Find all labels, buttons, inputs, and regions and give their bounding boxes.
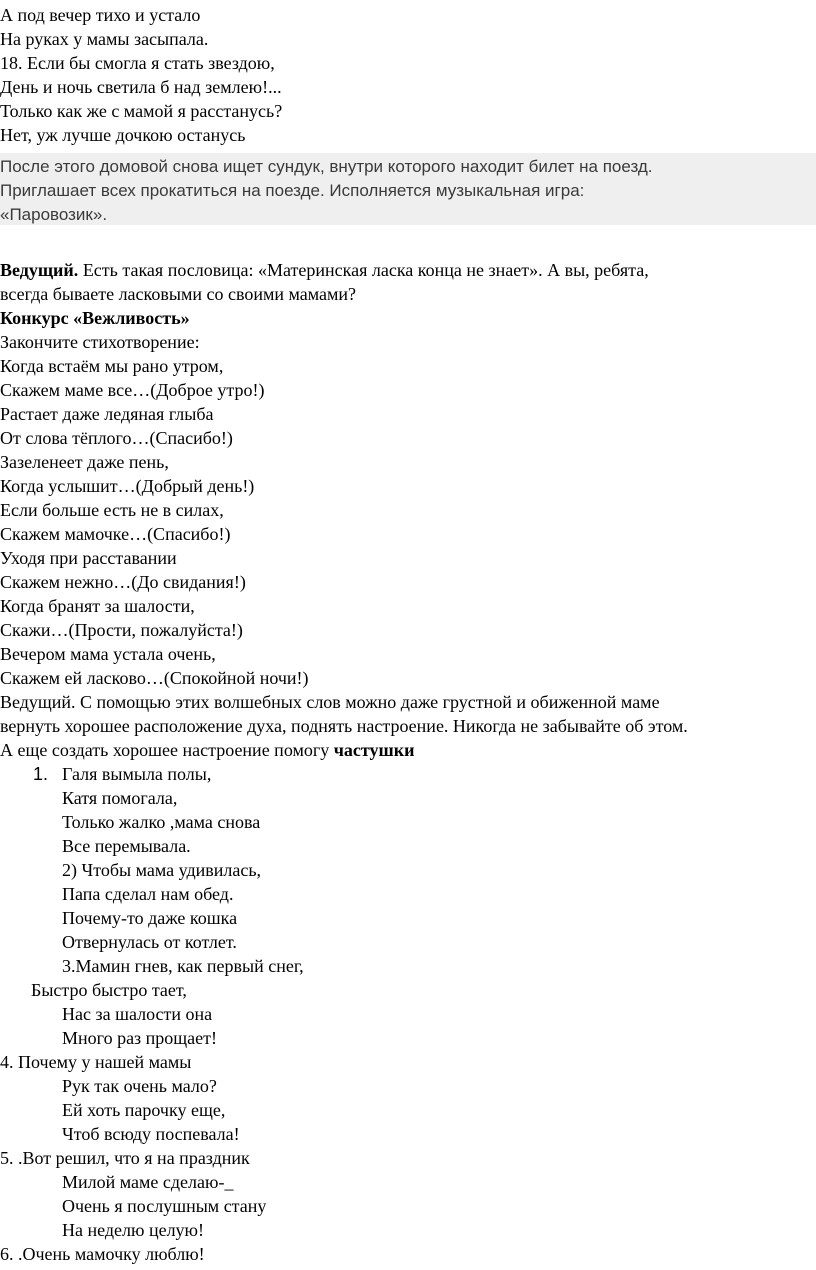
- stage-direction-line: Приглашает всех прокатиться на поезде. Исполняется музыкальная игра:: [0, 181, 585, 200]
- leader-paragraph-cont: всегда бываете ласковыми со своими мамами?: [0, 284, 357, 304]
- poem-line: Только как же с мамой я расстанусь?: [0, 101, 283, 121]
- poem-line: На руках у мамы засыпала.: [0, 29, 209, 49]
- poem-line: День и ночь светила б над землею!...: [0, 77, 282, 97]
- verse-line: Милой маме сделаю-_: [62, 1172, 234, 1192]
- verse-line: Катя помогала,: [62, 788, 178, 808]
- poem-line: Нет, уж лучше дочкою останусь: [0, 125, 246, 145]
- stage-direction-line: «Паровозик».: [0, 205, 108, 224]
- verse-line: Нас за шалости она: [62, 1004, 213, 1024]
- verse-line: 3.Мамин гнев, как первый снег,: [62, 956, 304, 976]
- chastushki-intro: [0, 738, 414, 762]
- verse-line: 2) Чтобы мама удивилась,: [62, 860, 262, 880]
- text-line: Когда встаём мы рано утром,: [0, 356, 224, 376]
- text-line: От слова тёплого…(Спасибо!): [0, 428, 233, 448]
- poem-line: 18. Если бы смогла я стать звездою,: [0, 53, 275, 73]
- text-line: Скажем ей ласково…(Спокойной ночи!): [0, 668, 309, 688]
- text-line: Если больше есть не в силах,: [0, 500, 224, 520]
- verse-line: Галя вымыла полы,: [62, 764, 212, 784]
- text-line: Зазеленеет даже пень,: [0, 452, 169, 472]
- stage-direction-line: После этого домовой снова ищет сундук, внутри которого находит билет на поезд.: [0, 157, 653, 176]
- list-marker: 1.: [33, 764, 49, 784]
- leader-paragraph: [0, 258, 649, 282]
- leader-text: Есть такая пословица: «Материнская ласка конца не знает». А вы, ребята,: [78, 260, 649, 280]
- verse-line: 4. Почему у нашей мамы: [0, 1052, 192, 1072]
- verse-line: 6. .Очень мамочку люблю!: [0, 1244, 205, 1264]
- verse-line: Чтоб всюду поспевала!: [62, 1124, 240, 1144]
- text-line: Растает даже ледяная глыба: [0, 404, 214, 424]
- text-line: Закончите стихотворение:: [0, 332, 200, 352]
- chastushki-intro-text: А еще создать хорошее настроение помогу: [0, 740, 334, 760]
- text-line: Уходя при расставании: [0, 548, 177, 568]
- contest-title: Конкурс «Вежливость»: [0, 308, 190, 328]
- text-line: Когда бранят за шалости,: [0, 596, 195, 616]
- text-line: Скажем мамочке…(Спасибо!): [0, 524, 231, 544]
- verse-line: Почему-то даже кошка: [62, 908, 238, 928]
- verse-line: Папа сделал нам обед.: [62, 884, 234, 904]
- text-line: Скажем нежно…(До свидания!): [0, 572, 246, 592]
- verse-line: Ей хоть парочку еще,: [62, 1100, 226, 1120]
- verse-line: На неделю целую!: [62, 1220, 204, 1240]
- text-line: Скажи…(Прости, пожалуйста!): [0, 620, 243, 640]
- verse-line: Все перемывала.: [62, 836, 191, 856]
- verse-line: 5. .Вот решил, что я на праздник: [0, 1148, 250, 1168]
- text-line: Скажем маме все…(Доброе утро!): [0, 380, 265, 400]
- verse-line: Рук так очень мало?: [62, 1076, 217, 1096]
- text-line: Ведущий. С помощью этих волшебных слов можно даже грустной и обиженной маме: [0, 692, 660, 712]
- poem-line: А под вечер тихо и устало: [0, 5, 201, 25]
- verse-line: Отвернулась от котлет.: [62, 932, 237, 952]
- verse-line: Только жалко ,мама снова: [62, 812, 261, 832]
- verse-line: Много раз прощает!: [62, 1028, 218, 1048]
- chastushki-word: частушки: [333, 740, 415, 760]
- leader-label: Ведущий.: [0, 260, 79, 280]
- verse-line: Очень я послушным стану: [62, 1196, 267, 1216]
- text-line: Когда услышит…(Добрый день!): [0, 476, 255, 496]
- text-line: вернуть хорошее расположение духа, поднять настроение. Никогда не забывайте об этом.: [0, 716, 688, 736]
- text-line: Вечером мама устала очень,: [0, 644, 216, 664]
- verse-line: Быстро быстро тает,: [31, 980, 187, 1000]
